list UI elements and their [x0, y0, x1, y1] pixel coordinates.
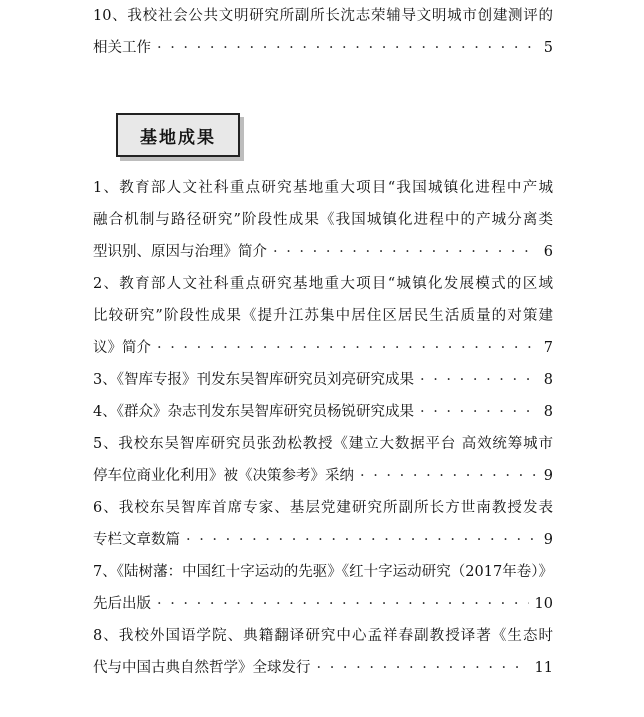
toc-entry-line: 议》简介	[93, 340, 151, 356]
dot-leader	[420, 364, 538, 396]
toc-entry-line: 10、我校社会公共文明研究所副所长沈志荣辅导文明城市创建测评的	[93, 8, 553, 24]
toc-entry[interactable]	[93, 620, 553, 684]
page-number: 9	[543, 532, 553, 548]
toc-entry-line: 停车位商业化利用》被《决策参考》采纳	[93, 468, 354, 484]
toc-entry-line: 2、教育部人文社科重点研究基地重大项目“城镇化发展模式的区域	[93, 276, 553, 292]
page-number: 11	[534, 660, 553, 676]
dot-leader	[360, 460, 538, 492]
toc-entry-line: 融合机制与路径研究”阶段性成果《我国城镇化进程中的产城分离类	[93, 212, 553, 228]
toc-entry-line: 5、我校东吴智库研究员张劲松教授《建立大数据平台 高效统筹城市	[93, 436, 553, 452]
toc-entry-line: 代与中国古典自然哲学》全球发行	[93, 660, 311, 676]
page-number: 10	[534, 596, 553, 612]
toc-entry-line: 3、《智库专报》刊发东吴智库研究员刘亮研究成果	[93, 372, 414, 388]
toc-entry-line: 专栏文章数篇	[93, 532, 180, 548]
dot-leader	[186, 524, 538, 556]
toc-entry-top[interactable]	[93, 0, 553, 64]
toc-entry[interactable]	[93, 268, 553, 364]
toc-entry-line: 1、教育部人文社科重点研究基地重大项目“我国城镇化进程中产城	[93, 180, 553, 196]
dot-leader	[157, 588, 529, 620]
dot-leader	[420, 396, 538, 428]
toc-entry-line: 7、《陆树藩：中国红十字运动的先驱》《红十字运动研究（2017年卷）》	[93, 564, 553, 580]
dot-leader	[317, 652, 529, 684]
page-number: 5	[543, 40, 553, 56]
toc-entry-line: 先后出版	[93, 596, 151, 612]
dot-leader	[157, 32, 538, 64]
toc-entry[interactable]	[93, 172, 553, 268]
section-title: 基地成果	[140, 127, 216, 148]
toc-entry-line: 比较研究”阶段性成果《提升江苏集中居住区居民生活质量的对策建	[93, 308, 553, 324]
page-number: 6	[543, 244, 553, 260]
toc-entry-line: 4、《群众》杂志刊发东吴智库研究员杨锐研究成果	[93, 404, 414, 420]
toc-entry[interactable]	[93, 428, 553, 492]
toc-entry[interactable]	[93, 492, 553, 556]
page-number: 7	[543, 340, 553, 356]
page-number: 8	[543, 404, 553, 420]
toc-entry[interactable]	[93, 556, 553, 620]
toc-entry-line: 型识别、原因与治理》简介	[93, 244, 267, 260]
page-number: 8	[543, 372, 553, 388]
toc-entry[interactable]	[93, 364, 553, 396]
toc-entry[interactable]	[93, 396, 553, 428]
section-heading	[116, 113, 240, 157]
toc-entry-line: 6、我校东吴智库首席专家、基层党建研究所副所长方世南教授发表	[93, 500, 553, 516]
page-number: 9	[543, 468, 553, 484]
toc-entry-line: 8、我校外国语学院、典籍翻译研究中心孟祥春副教授译著《生态时	[93, 628, 553, 644]
dot-leader	[273, 236, 538, 268]
dot-leader	[157, 332, 538, 364]
toc-entry-line: 相关工作	[93, 40, 151, 56]
